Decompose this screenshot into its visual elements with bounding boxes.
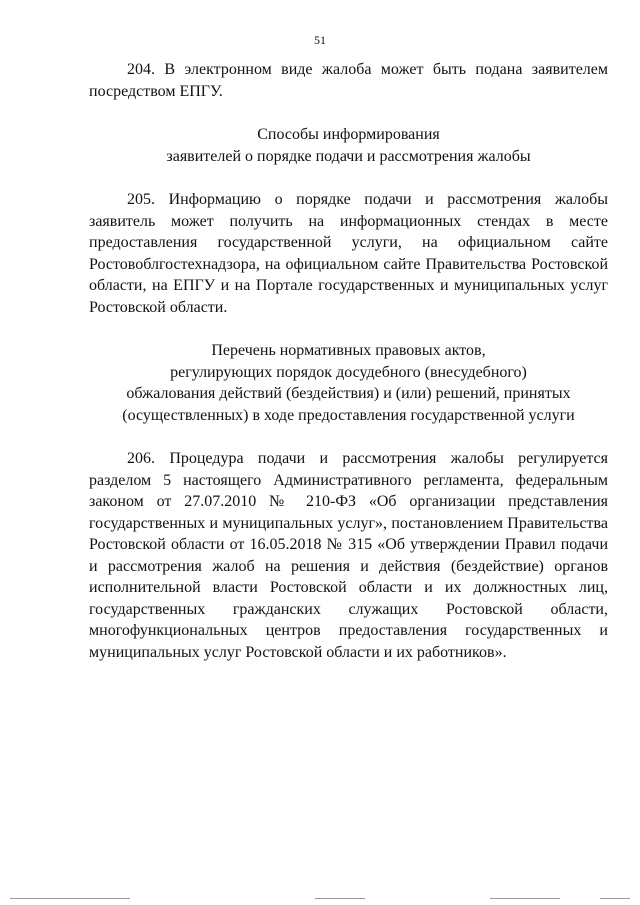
scan-footer-mark	[315, 898, 365, 899]
scan-footer-mark	[600, 898, 630, 899]
heading-legal-acts-line: обжалования действий (бездействия) и (или) решений, принятых	[126, 385, 571, 402]
document-body	[89, 59, 608, 663]
heading-legal-acts	[89, 340, 608, 426]
heading-info-methods-line: Способы информирования	[257, 126, 440, 143]
heading-info-methods-line: заявителей о порядке подачи и рассмотрения жалобы	[166, 147, 531, 165]
page-number: 51	[314, 33, 326, 47]
heading-legal-acts-line: (осуществленных) в ходе предоставления государственной услуги	[122, 406, 575, 424]
scan-footer-mark	[10, 898, 130, 899]
paragraph-206: 206. Процедура подачи и рассмотрения жалобы регулируется разделом 5 настоящего Административного регламента, федеральным законом от 27.07.2010 № 210-ФЗ «Об организации представления государственных и муниципальных услуг», постановлением Правительства Ростовской области от 16.05.2018 № 315 «Об утверждении Правил подачи и рассмотрения жалоб на решения и действия (бездействие) органов исполнительной власти Ростовской области и их должностных лиц, государственных гражданских служащих Ростовской области, многофункциональных центров предоставления государственных и муниципальных услуг Ростовской области и их работников».	[89, 450, 608, 661]
heading-legal-acts-line: Перечень нормативных правовых актов,	[211, 342, 486, 359]
heading-info-methods	[89, 124, 608, 167]
paragraph-205: 205. Информацию о порядке подачи и рассмотрения жалобы заявитель может получить на информационных стендах в месте предоставления государственной услуги, на официальном сайте Ростовоблгостехнадзора, на официальном сайте Правительства Ростовской области, на ЕПГУ и на Портале государственных и муниципальных услуг Ростовской области.	[89, 191, 608, 316]
scan-footer-mark	[490, 898, 560, 899]
heading-legal-acts-line: регулирующих порядок досудебного (внесудебного)	[170, 363, 527, 381]
paragraph-204: 204. В электронном виде жалоба может быть подана заявителем посредством ЕПГУ.	[89, 61, 608, 100]
